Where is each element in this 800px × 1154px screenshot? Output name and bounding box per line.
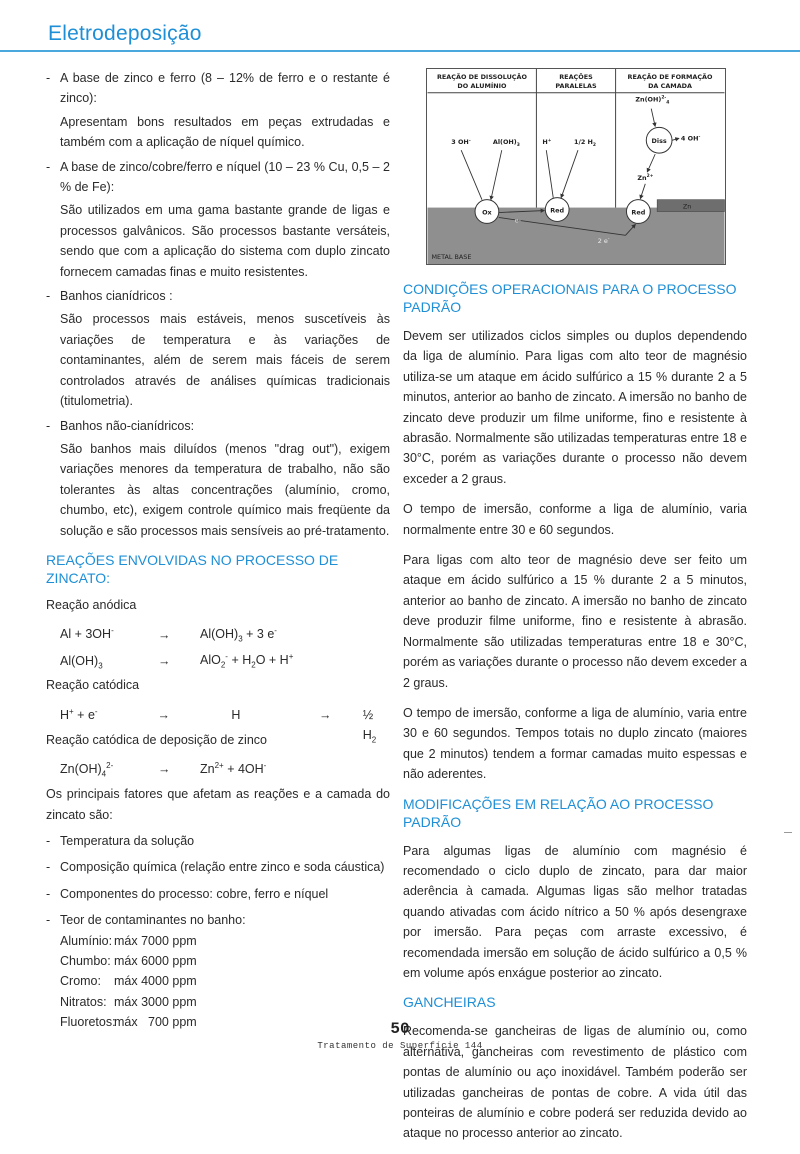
diagram-header-3b: DA CAMADA (648, 81, 692, 90)
bullet-zinc-copper: - A base de zinco/cobre/ferro e níquel (10 – 23 % Cu, 0,5 – 2 % de Fe): (46, 157, 390, 198)
red-label-2: Red (631, 208, 646, 217)
diagram-header-1b: DO ALUMÍNIO (457, 81, 507, 90)
diagram-header-2a: REAÇÕES (559, 72, 593, 81)
svg-text:3 OH-: 3 OH- (451, 138, 471, 147)
red-label: Red (550, 206, 565, 215)
zinc-deposition-label: Reação catódica de deposição de zinco (46, 732, 267, 747)
diagram-header-2b: PARALELAS (555, 81, 597, 90)
paragraph: Recomenda-se gancheiras de ligas de alumínio ou, como alternativa, gancheiras com revestimento de plástico com pontas de alumínio ou aço inoxidável. Também poderão ser utilizadas gancheiras de pontas de cobre. A vida útil das ponteiras de alumínio e cobre poderá ser reduzida devido ao ataque no processo anterior ao zincato. (403, 1024, 747, 1141)
bullet-non-cyanide: - Banhos não-cianídricos: (46, 416, 390, 436)
left-column (46, 68, 390, 1033)
paragraph: O tempo de imersão, conforme a liga de alumínio, varia normalmente entre 30 e 60 segundos. (403, 502, 747, 537)
zn-layer-label: Zn (682, 202, 692, 211)
ox-label: Ox (482, 208, 492, 217)
factor-contaminants: - Teor de contaminantes no banho: (46, 910, 390, 930)
factors-intro: Os principais fatores que afetam as reações e a camada do zincato são: (46, 787, 390, 822)
factor-components: - Componentes do processo: cobre, ferro e níquel (46, 884, 390, 904)
reaction-3: H+ + e- → H → ½ $H_2$ (60, 706, 377, 745)
svg-text:Zn2+: $Zn^{2+}$ (637, 173, 654, 182)
diagram-header-3a: REAÇÃO DE FORMAÇÃO (627, 72, 713, 81)
metal-base-label: METAL BASE (431, 253, 472, 262)
diagram-header-1a: REAÇÃO DE DISSOLUÇÃO (436, 72, 527, 81)
cathodic-label: Reação catódica (46, 678, 140, 693)
bullet-zinc-iron-text: Apresentam bons resultados em peças extrudadas e também com a aplicação de níquel químico. (60, 114, 390, 150)
svg-text:Zn(OH)2-4: Zn(OH)$^{2-}_4$ (635, 95, 670, 106)
limit-row: Chumbo: máx 6000 ppm (60, 953, 197, 968)
anodic-label: Reação anódica (46, 597, 137, 612)
limit-row: Fluoretos: máx 700 ppm (60, 1015, 197, 1030)
bullet-zinc-iron: - A base de zinco e ferro (8 – 12% de ferro e o restante é zinco): (46, 68, 390, 109)
paragraph: Para algumas ligas de alumínio com magnésio é recomendado o ciclo duplo de zincato, para dar maior aderência à camada. Algumas ligas são melhor tratadas quando ativadas com ácido nítrico a 50 % após desengraxe por imersão. Para peças com arraste excessivo, é recomendada imersão em solução de ácido sulfúrico a 0,5 % em volume após enxágue posterior ao zincato. (403, 843, 747, 980)
heading-operating-conditions: CONDIÇÕES OPERACIONAIS PARA O PROCESSO PADRÃO (403, 281, 737, 315)
reaction-2: $Al(OH)_3$ → $AlO_2^- + H_2O + H^+$ (60, 652, 294, 670)
bullet-cyanide: - Banhos cianídricos : (46, 286, 390, 306)
diss-label: Diss (651, 137, 667, 146)
factor-composition: - Composição química (relação entre zinco e soda cáustica) (46, 857, 390, 877)
paragraph: Devem ser utilizados ciclos simples ou duplos dependendo da liga de alumínio. Para ligas com alto teor de magnésio utiliza-se um ataque em ácido sulfúrico a 15 % durante 2 a 5 minutos, anterior ao banho de zincato. A imersão no banho de zincato deve produzir um filme uniforme, fino e resistente à abrasão. Normalmente são utilizadas temperaturas entre 18 e 30°C, porém as variações durante o processo não devem exceder a 2 graus. (403, 329, 747, 486)
edge-mark (784, 832, 792, 833)
svg-text:Al(OH)3: $Al(OH)_3$ (492, 138, 520, 149)
heading-modifications: MODIFICAÇÕES EM RELAÇÃO AO PROCESSO PADRÃO (403, 795, 714, 830)
header-rule (0, 50, 800, 52)
limit-row: Nitratos: máx 3000 ppm (60, 994, 197, 1009)
limit-row: Alumínio: máx 7000 ppm (60, 933, 197, 948)
limit-row: Cromo: máx 4000 ppm (60, 974, 197, 989)
page-title: Eletrodeposição (48, 22, 202, 45)
electron-label: e- (514, 216, 521, 225)
contaminant-limits (46, 931, 390, 1033)
svg-text:4 OH-: 4 OH- (680, 134, 701, 143)
page-number: 50 (390, 1020, 410, 1038)
factor-temperature: - Temperatura da solução (46, 831, 390, 851)
svg-text:H+: H+ (542, 138, 552, 147)
svg-text:2 e-: 2 e- (597, 237, 610, 246)
heading-reactions: REAÇÕES ENVOLVIDAS NO PROCESSO DE ZINCATO: (46, 551, 339, 586)
reaction-1: Al + 3OH- → $Al(OH)_3 + 3$ e- (60, 626, 277, 644)
paragraph: Para ligas com alto teor de magnésio deve ser feito um ataque em ácido sulfúrico a 15 % durante 2 a 5 minutos, anterior ao banho de zincato. A imersão no banho de zincato deve produzir filme uniforme, fino e resistente à abrasão. Normalmente são utilizadas temperaturas entre 18 e 30°C, porém as variações durante o processo não devem exceder a 2 graus. (403, 553, 747, 690)
reaction-4: $Zn(OH)_4^{2-}$ → $Zn^{2+} + 4OH^-$ (60, 761, 267, 779)
paragraph: O tempo de imersão, conforme a liga de alumínio, varia entre 30 e 60 segundos. Tempos totais no duplo zincato (maiores que 2 minutos) tendem a formar camadas muito espessas e não aderentes. (403, 705, 747, 782)
bullet-non-cyanide-text: São banhos mais diluídos (menos "drag out"), exigem variações menores da temperatura de trabalho, não são tolerantes às altas concentrações (alumínio, cromo, chumbo, etc), exigem controle químico mais freqüente da solução e são processos mais sensíveis ao pré-tratamento. (60, 441, 390, 538)
bullet-cyanide-text: São processos mais estáveis, menos suscetíveis às variações de temperatura e às variações de contaminantes, além de serem mais fáceis de serem controlados através de análises químicas tradicionais (titulometria). (60, 312, 390, 409)
svg-text:1/2 H2: 1/2 $H_2$ (574, 138, 597, 149)
heading-racks: GANCHEIRAS (403, 994, 496, 1011)
publication-name: Tratamento de Superfície 144 (317, 1041, 483, 1051)
bullet-zinc-copper-text: São utilizados em uma gama bastante grande de ligas e processos galvânicos. São processos bastante versáteis, sendo que com a aplicação do sistema com duplo zincato fornecem camadas finas e muito resistentes. (60, 203, 390, 279)
zincate-reaction-diagram (426, 68, 726, 265)
